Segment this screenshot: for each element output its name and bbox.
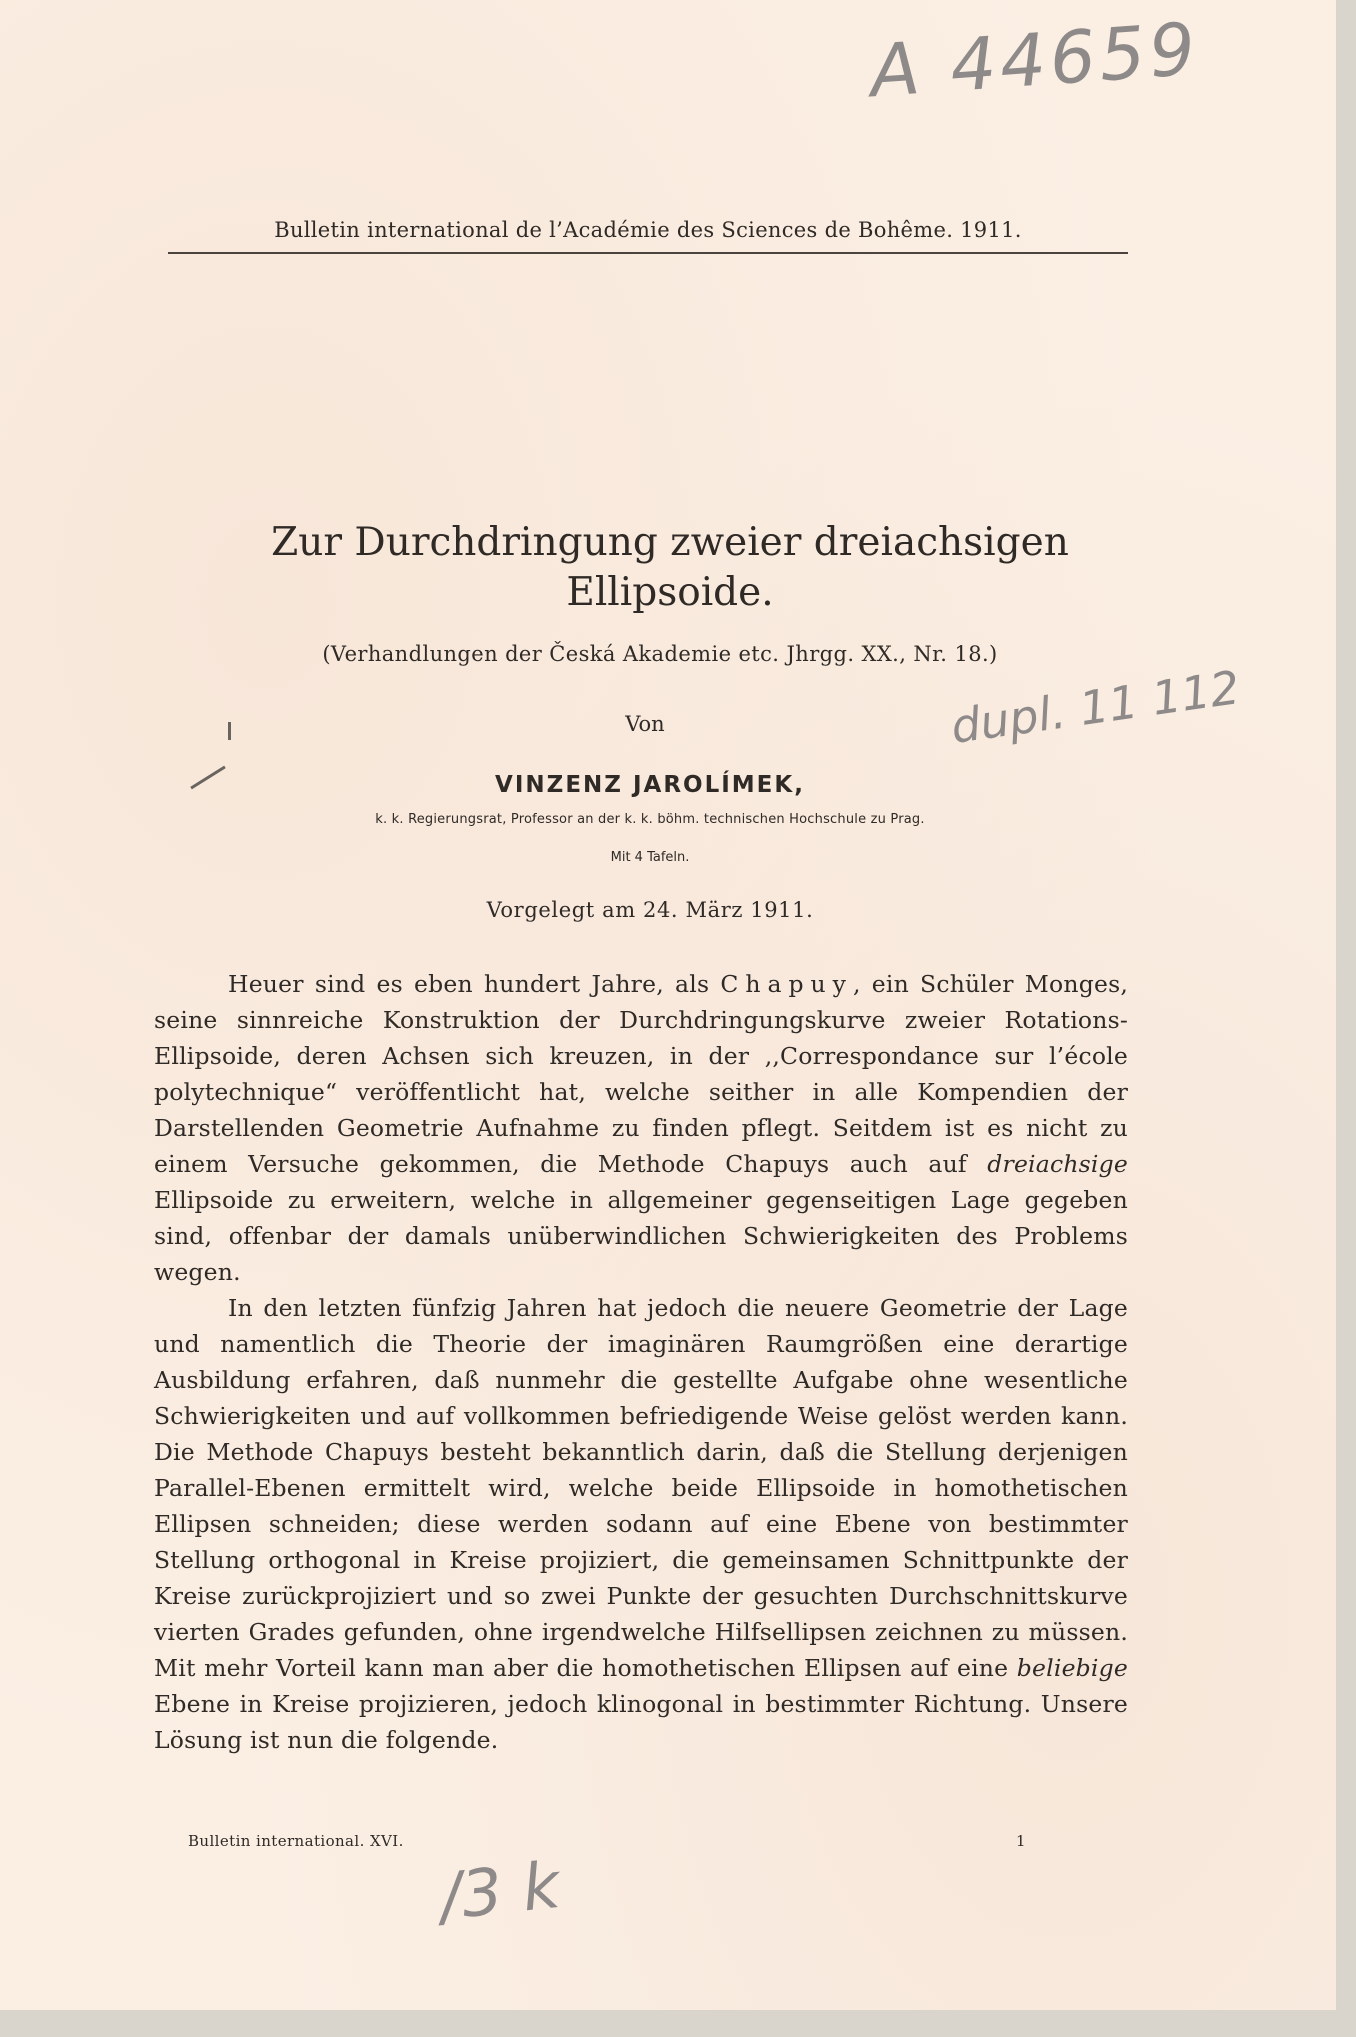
- page-number: 1: [1016, 1832, 1026, 1850]
- paragraph-1: Heuer sind es eben hundert Jahre, als Chapuy, ein Schüler Monges, seine sinnreiche Konstruktion der Durchdringungskurve zweier Rotations-Ellipsoide, deren Achsen sich kreuzen, in der ,,Correspondance sur l’école polytechnique“ veröffentlicht hat, welche seither in alle Kompendien der Darstellenden Geometrie Aufnahme zu finden pflegt. Seitdem ist es nicht zu einem Versuche gekommen, die Methode Chapuys auch auf dreiachsige Ellipsoide zu erweitern, welche in allgemeiner gegenseitigen Lage gegeben sind, offenbar der damals unüberwindlichen Schwierigkeiten des Problems wegen.: [154, 970, 1129, 1286]
- journal-header: Bulletin international de l’Académie des Sciences de Bohême. 1911.: [274, 218, 1022, 242]
- author-name: VINZENZ JAROLÍMEK,: [495, 772, 805, 798]
- title-line-2: Ellipsoide.: [566, 570, 774, 615]
- name-chapuy: Chapuy: [720, 970, 853, 998]
- emphasis-beliebige: beliebige: [1016, 1654, 1128, 1682]
- pencil-tick-mark: [228, 722, 231, 740]
- submission-date: Vorgelegt am 24. März 1911.: [486, 898, 814, 922]
- article-subtitle: (Verhandlungen der Česká Akademie etc. Jhrgg. XX., Nr. 18.): [322, 642, 998, 666]
- article-title: [210, 518, 1130, 618]
- header-rule: [168, 252, 1128, 254]
- author-affiliation: k. k. Regierungsrat, Professor an der k. k. böhm. technischen Hochschule zu Prag.: [375, 812, 925, 827]
- paragraph-2: In den letzten fünfzig Jahren hat jedoch die neuere Geometrie der Lage und namentlich die Theorie der imaginären Raumgrößen eine derartige Ausbildung erfahren, daß nunmehr die gestellte Aufgabe ohne wesentliche Schwierigkeiten und auf vollkommen befriedigende Weise gelöst werden kann. Die Methode Chapuys besteht bekanntlich darin, daß die Stellung derjenigen Parallel-Ebenen ermittelt wird, welche beide Ellipsoide in homothetischen Ellipsen schneiden; diese werden sodann auf eine Ebene von bestimmter Stellung orthogonal in Kreise projiziert, die gemeinsamen Schnittpunkte der Kreise zurückprojiziert und so zwei Punkte der gesuchten Durchschnittskurve vierten Grades gefunden, ohne irgendwelche Hilfsellipsen zeichnen zu müssen. Mit mehr Vorteil kann man aber die homothetischen Ellipsen auf eine beliebige Ebene in Kreise projizieren, jedoch klinogonal in bestimmter Richtung. Unsere Lösung ist nun die folgende.: [154, 1294, 1128, 1754]
- by-label: Von: [625, 712, 665, 736]
- article-body: [154, 966, 1128, 1758]
- emphasis-dreiachsige: dreiachsige: [987, 1150, 1128, 1178]
- plates-note: Mit 4 Tafeln.: [610, 850, 690, 865]
- handwritten-signature: dupl. 11 112: [947, 660, 1243, 754]
- handwritten-accession-number: A 44659: [867, 6, 1202, 114]
- pencil-slash-mark: [190, 766, 226, 790]
- handwritten-bottom-note: /3 k: [436, 1848, 564, 1936]
- title-line-1: Zur Durchdringung zweier dreiachsigen: [271, 520, 1069, 565]
- footer-journal: Bulletin international. XVI.: [188, 1832, 404, 1850]
